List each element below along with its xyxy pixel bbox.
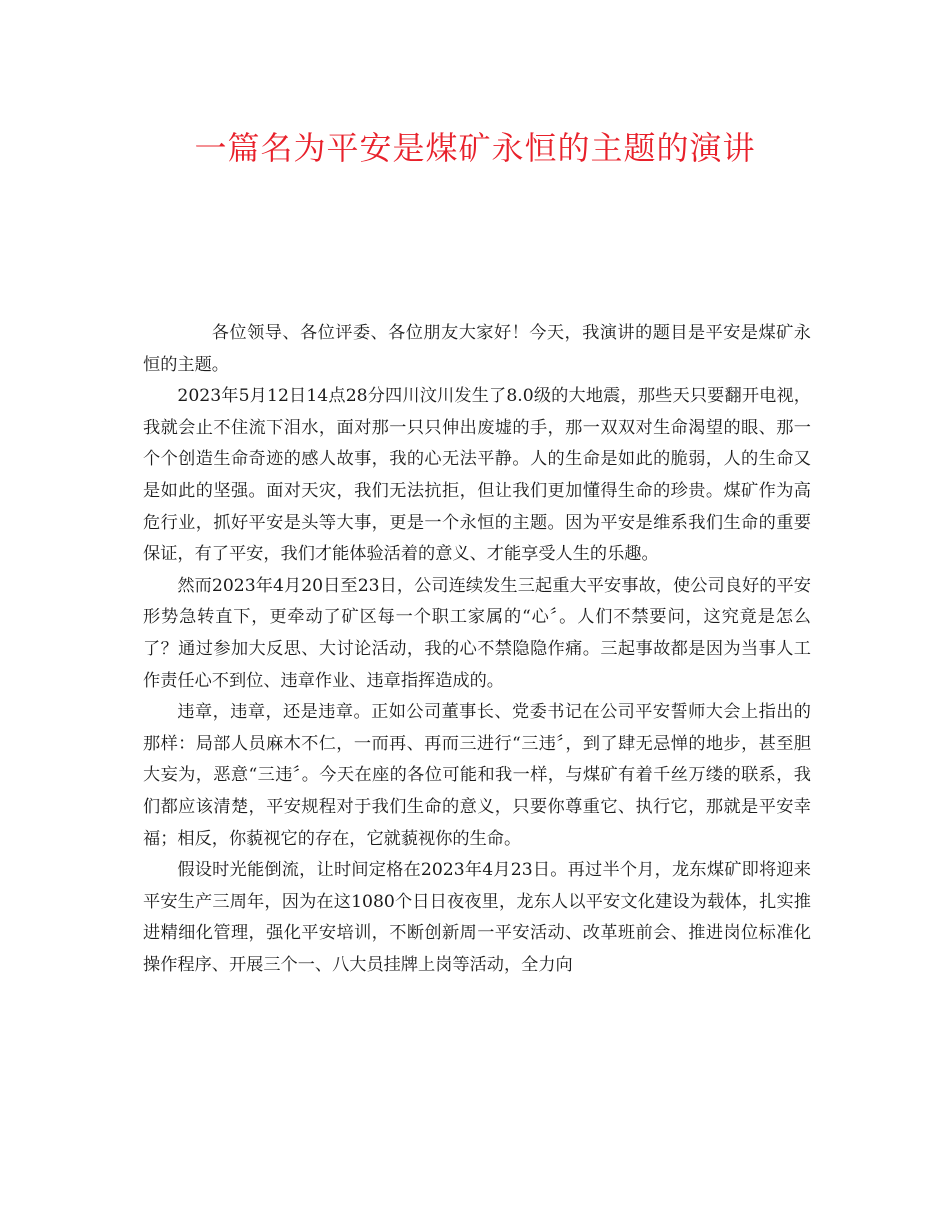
document-body: [143, 318, 811, 981]
document-title: 一篇名为平安是煤矿永恒的主题的演讲: [194, 129, 756, 167]
paragraph-greeting: 各位领导、各位评委、各位朋友大家好！今天，我演讲的题目是平安是煤矿永恒的主题。: [143, 323, 811, 375]
paragraph-violations: 违章，违章，还是违章。正如公司董事长、党委书记在公司平安誓师大会上指出的那样：局部人员麻木不仁，一而再、再而三进行“三违〞，到了肆无忌惮的地步，甚至胆大妄为，恶意“三违〞。今天在座的各位可能和我一样，与煤矿有着千丝万缕的联系，我们都应该清楚，平安规程对于我们生命的意义，只要你尊重它、执行它，那就是平安幸福；相反，你藐视它的存在，它就藐视你的生命。: [143, 702, 811, 849]
paragraph-earthquake: 2023年5月12日14点28分四川汶川发生了8.0级的大地震，那些天只要翻开电视，我就会止不住流下泪水，面对那一只只伸出废墟的手，那一双双对生命渴望的眼、那一个个创造生命奇迹的感人故事，我的心无法平静。人的生命是如此的脆弱，人的生命又是如此的坚强。面对天灾，我们无法抗拒，但让我们更加懂得生命的珍贵。煤矿作为高危行业，抓好平安是头等大事，更是一个永恒的主题。因为平安是维系我们生命的重要保证，有了平安，我们才能体验活着的意义、才能享受人生的乐趣。: [143, 386, 811, 565]
paragraph-longdong: 假设时光能倒流，让时间定格在2023年4月23日。再过半个月，龙东煤矿即将迎来平安生产三周年，因为在这1080个日日夜夜里，龙东人以平安文化建设为载体，扎实推进精细化管理，强化平安培训，不断创新周一平安活动、改革班前会、推进岗位标准化操作程序、开展三个一、八大员挂牌上岗等活动，全力向: [143, 860, 811, 975]
paragraph-accidents: 然而2023年4月20日至23日，公司连续发生三起重大平安事故，使公司良好的平安形势急转直下，更牵动了矿区每一个职工家属的“心〞。人们不禁要问，这究竟是怎么了？通过参加大反思、大讨论活动，我的心不禁隐隐作痛。三起事故都是因为当事人工作责任心不到位、违章作业、违章指挥造成的。: [143, 575, 811, 691]
